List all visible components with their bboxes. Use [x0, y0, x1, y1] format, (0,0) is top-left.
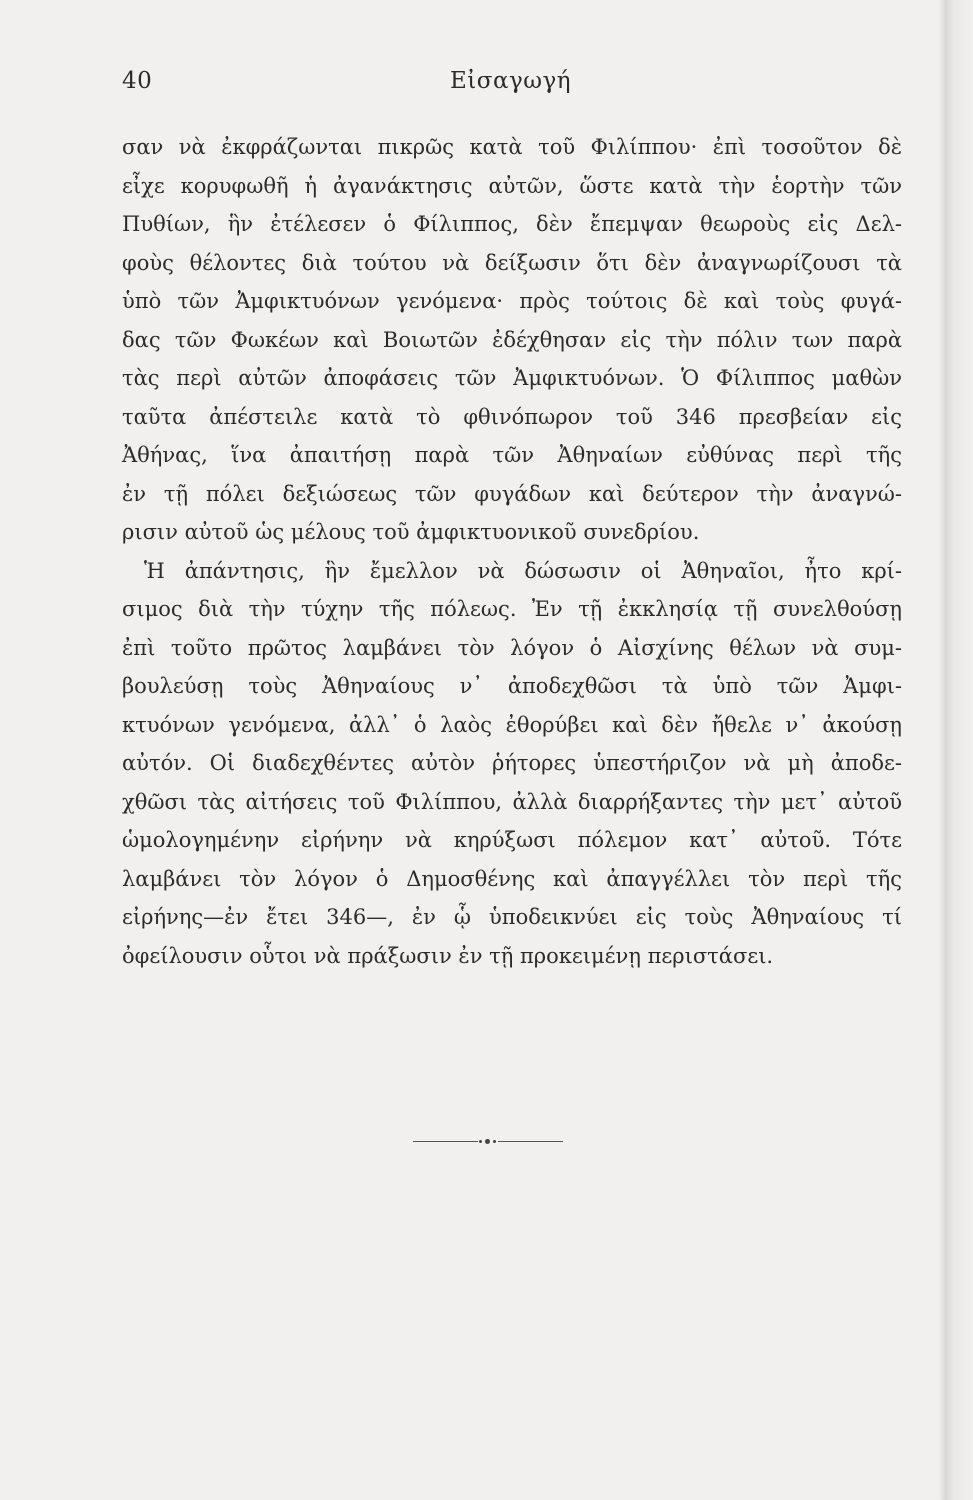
ornament-rule-left	[413, 1141, 478, 1142]
text-line: λαμβάνει τὸν λόγον ὁ Δημοσθένης καὶ ἀπαγγέλλει τὸν περὶ τῆς	[122, 866, 902, 891]
text-line: εἰρήνης—ἐν ἔτει 346—, ἐν ᾧ ὑποδεικνύει εἰς τοὺς Ἀθηναίους τί	[122, 905, 902, 929]
text-line: δας τῶν Φωκέων καὶ Βοιωτῶν ἐδέχθησαν εἰς τὴν πόλιν των παρὰ	[122, 327, 902, 352]
text-line: ὡμολογημένην εἰρήνην νὰ κηρύξωσι πόλεμον κατ᾽ αὐτοῦ. Τότε	[122, 828, 902, 852]
text-line: Ἀθήνας, ἵνα ἀπαιτήσῃ παρὰ τῶν Ἀθηναίων εὐθύνας περὶ τῆς	[122, 443, 902, 467]
text-line: ταῦτα ἀπέστειλε κατὰ τὸ φθινόπωρον τοῦ 346 πρεσβείαν εἰς	[122, 404, 902, 429]
section-end-ornament	[413, 1136, 563, 1148]
page-number: 40	[122, 68, 153, 94]
text-line: ὀφείλουσιν οὗτοι νὰ πράξωσιν ἐν τῇ προκειμένῃ περιστάσει.	[122, 943, 774, 968]
text-line: Πυθίων, ἣν ἐτέλεσεν ὁ Φίλιππος, δὲν ἔπεμψαν θεωροὺς εἰς Δελ-	[122, 212, 902, 236]
text-line: ρισιν αὐτοῦ ὡς μέλους τοῦ ἀμφικτυονικοῦ συνεδρίου.	[122, 520, 700, 544]
text-line: εἶχε κορυφωθῆ ἡ ἀγανάκτησις αὐτῶν, ὥστε κατὰ τὴν ἑορτὴν τῶν	[122, 173, 902, 198]
body-text	[122, 128, 902, 975]
ornament-rule-right	[498, 1141, 563, 1142]
page-header	[122, 68, 902, 108]
text-line: ἐν τῇ πόλει δεξιώσεως τῶν φυγάδων καὶ δεύτερον τὴν ἀναγνώ-	[122, 481, 902, 506]
text-line: σιμος διὰ τὴν τύχην τῆς πόλεως. Ἐν τῇ ἐκκλησίᾳ τῇ συνελθούσῃ	[122, 597, 902, 621]
text-line: Ἡ ἀπάντησις, ἣν ἔμελλον νὰ δώσωσιν οἱ Ἀθηναῖοι, ἦτο κρί-	[144, 558, 902, 583]
text-line: φοὺς θέλοντες διὰ τούτου νὰ δείξωσιν ὅτι δὲν ἀναγνωρίζουσι τὰ	[122, 250, 902, 275]
text-line: σαν νὰ ἐκφράζωνται πικρῶς κατὰ τοῦ Φιλίππου· ἐπὶ τοσοῦτον δὲ	[122, 135, 902, 159]
ornament-dot-center	[485, 1139, 490, 1144]
ornament-dot	[493, 1140, 496, 1143]
text-line: κτυόνων γενόμενα, ἀλλ᾽ ὁ λαὸς ἐθορύβει καὶ δὲν ἤθελε ν᾽ ἀκούσῃ	[122, 712, 902, 737]
ornament-dot	[479, 1140, 482, 1143]
text-line: βουλεύσῃ τοὺς Ἀθηναίους ν᾽ ἀποδεχθῶσι τὰ ὑπὸ τῶν Ἀμφι-	[122, 674, 902, 698]
text-line: τὰς περὶ αὐτῶν ἀποφάσεις τῶν Ἀμφικτυόνων. Ὁ Φίλιππος μαθὼν	[122, 366, 902, 390]
text-line: χθῶσι τὰς αἰτήσεις τοῦ Φιλίππου, ἀλλὰ διαρρήξαντες τὴν μετ᾽ αὐτοῦ	[122, 789, 902, 814]
text-line: αὐτόν. Οἱ διαδεχθέντες αὐτὸν ῥήτορες ὑπεστήριζον νὰ μὴ ἀποδε-	[122, 751, 902, 775]
text-line: ἐπὶ τοῦτο πρῶτος λαμβάνει τὸν λόγον ὁ Αἰσχίνης θέλων νὰ συμ-	[122, 635, 902, 660]
text-line: ὑπὸ τῶν Ἀμφικτυόνων γενόμενα· πρὸς τούτοις δὲ καὶ τοὺς φυγά-	[122, 289, 902, 313]
running-title: Εἰσαγωγή	[450, 68, 572, 94]
